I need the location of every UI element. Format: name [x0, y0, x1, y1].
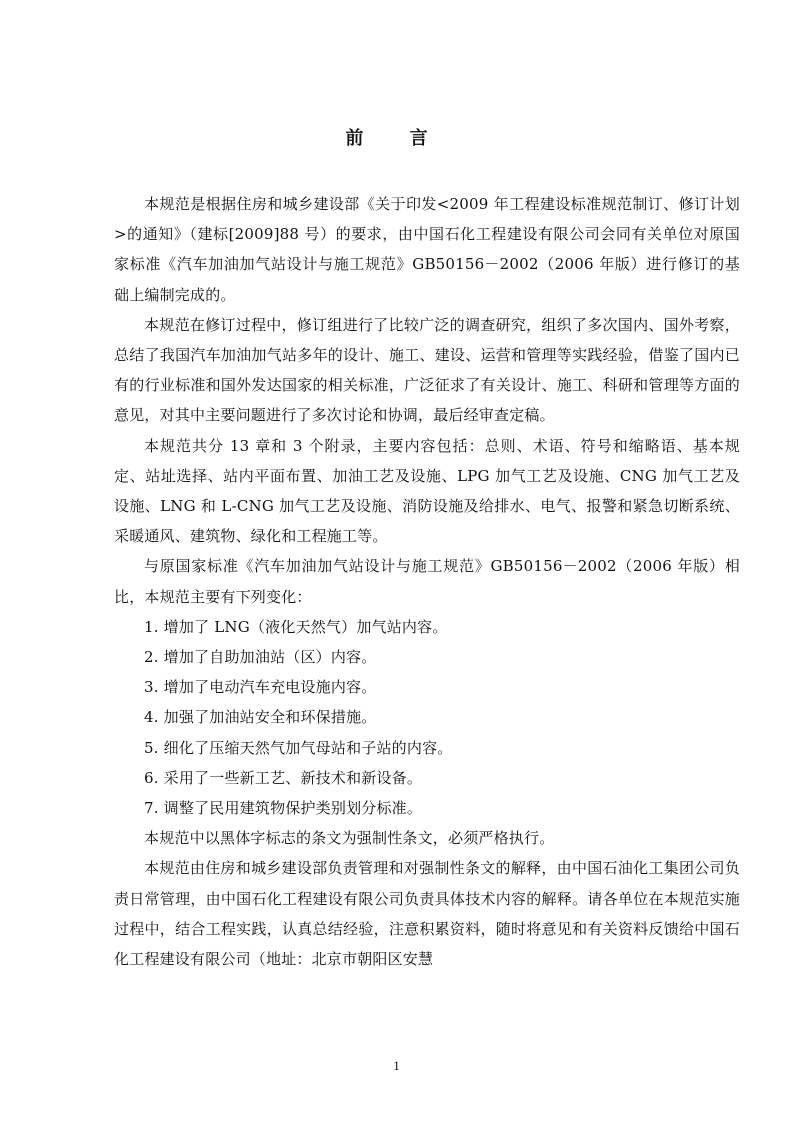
list-item: 3. 增加了电动汽车充电设施内容。 [144, 678, 377, 697]
page-title: 前 言 [345, 128, 448, 149]
paragraph-mandatory-clauses: 本规范中以黑体字标志的条文为强制性条文，必须严格执行。 [144, 829, 555, 848]
paragraph-revision-process: 本规范在修订过程中，修订组进行了比较广泛的调查研究，组织了多次国内、国外考察，总结了我国汽车加油加气站多年的设计、施工、建设、运营和管理等实践经验，借鉴了国内已有的行业标准和国外发达国家的相关标准，广泛征求了有关设计、施工、科研和管理等方面的意见，对其中主要问题进行了多次讨论和协调，最后经审查定稿。 [114, 315, 740, 425]
list-item: 5. 细化了压缩天然气加气母站和子站的内容。 [144, 738, 453, 757]
list-item: 4. 加强了加油站安全和环保措施。 [144, 708, 377, 727]
list-item: 6. 采用了一些新工艺、新技术和新设备。 [144, 768, 423, 787]
list-item: 2. 增加了自助加油站（区）内容。 [144, 648, 377, 667]
list-item: 1. 增加了 LNG（液化天然气）加气站内容。 [144, 617, 448, 636]
paragraph-administration: 本规范由住房和城乡建设部负责管理和对强制性条文的解释，由中国石油化工集团公司负责日常管理，由中国石化工程建设有限公司负责具体技术内容的解释。请各单位在本规范实施过程中，结合工程实践，认真总结经验，注意积累资料，随时将意见和有关资料反馈给中国石化工程建设有限公司（地址：北京市朝阳区安慧 [114, 859, 740, 969]
paragraph-changes-intro: 与原国家标准《汽车加油加气站设计与施工规范》GB50156－2002（2006 年版）相比，本规范主要有下列变化： [114, 557, 740, 606]
preface-body [114, 189, 740, 974]
list-item: 7. 调整了民用建筑物保护类别划分标准。 [144, 799, 423, 818]
paragraph-contents: 本规范共分 13 章和 3 个附录，主要内容包括：总则、术语、符号和缩略语、基本规定、站址选择、站内平面布置、加油工艺及设施、LPG 加气工艺及设施、CNG 加气工艺及设施、LNG 和 L-CNG 加气工艺及设施、消防设施及给排水、电气、报警和紧急切断系统、采暖通风、建筑物、绿化和工程施工等。 [114, 436, 740, 546]
paragraph-origin: 本规范是根据住房和城乡建设部《关于印发<2009 年工程建设标准规范制订、修订计划>的通知》（建标[2009]88 号）的要求，由中国石化工程建设有限公司会同有关单位对原国家标准《汽车加油加气站设计与施工规范》GB50156－2002（2006 年版）进行修订的基础上编制完成的。 [114, 195, 740, 304]
page-number: 1 [393, 1058, 400, 1073]
